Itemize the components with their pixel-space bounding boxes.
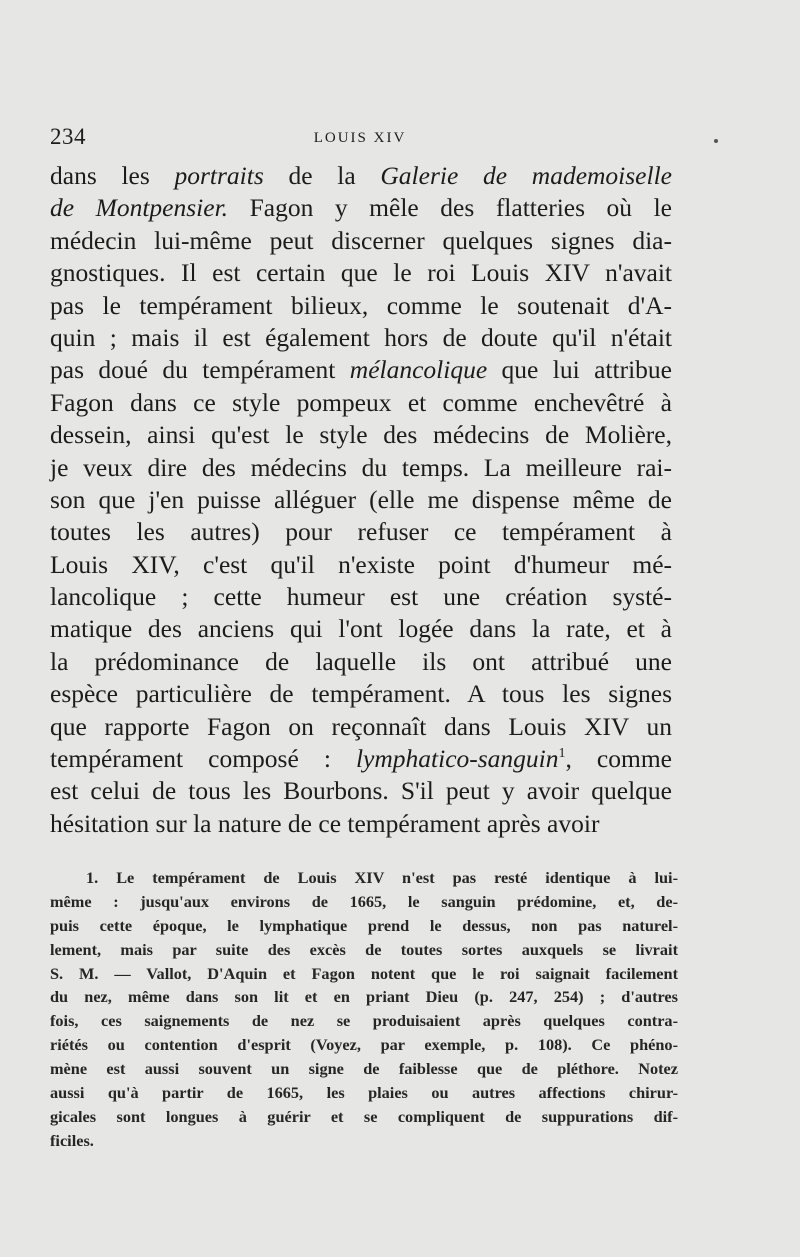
text-line xyxy=(50,354,672,386)
text-run: est celui de tous les Bourbons. S'il peut y avoir quelque xyxy=(50,776,672,806)
footnote-line: lement, mais par suite des excès de toutes sortes auxquels se livrait xyxy=(50,939,678,959)
text-run: médecin lui-même peut discerner quelques signes dia- xyxy=(50,225,672,255)
text-run: Fagon dans ce style pompeux et comme enchevêtré à xyxy=(50,387,672,417)
text-run: la prédominance de laquelle ils ont attribué une xyxy=(50,646,672,676)
text-run: son que j'en puisse alléguer (elle me dispense même de xyxy=(50,484,672,514)
print-speck xyxy=(714,139,718,143)
text-line xyxy=(50,646,672,678)
text-run: pas le tempérament bilieux, comme le soutenait d'A- xyxy=(50,290,672,320)
text-line xyxy=(50,225,672,257)
text-run: hésitation sur la nature de ce tempérament après avoir xyxy=(50,808,600,838)
footnote-line: gicales sont longues à guérir et se compliquent de suppurations dif- xyxy=(50,1106,678,1126)
page-header xyxy=(50,124,670,154)
text-line xyxy=(50,257,672,289)
footnote-line: aussi qu'à partir de 1665, les plaies ou autres affections chirur- xyxy=(50,1083,678,1103)
text-run: , comme xyxy=(565,744,672,774)
text-line xyxy=(50,452,672,484)
text-run: toutes les autres) pour refuser ce tempérament à xyxy=(50,517,672,547)
text-line xyxy=(50,678,672,710)
text-line xyxy=(50,419,672,451)
text-line xyxy=(50,743,672,775)
footnote-line: mène est aussi souvent un signe de faiblesse que de pléthore. Notez xyxy=(50,1059,678,1079)
text-line xyxy=(50,322,672,354)
footnote-line: S. M. — Vallot, D'Aquin et Fagon notent que le roi saignait facilement xyxy=(50,963,678,983)
italic-text: lymphatico-sanguin xyxy=(355,744,559,774)
text-line xyxy=(50,484,672,516)
text-run: matique des anciens qui l'ont logée dans la rate, et à xyxy=(50,614,672,644)
text-run: dessein, ainsi qu'est le style des médecins de Molière, xyxy=(50,420,672,450)
text-run: je veux dire des médecins du temps. La meilleure rai- xyxy=(50,452,672,482)
text-line xyxy=(50,549,672,581)
text-line xyxy=(50,192,672,224)
text-run: dans les xyxy=(50,161,175,190)
footnote-marker[interactable]: 1 xyxy=(558,746,566,762)
footnote-line: riétés ou contention d'esprit (Voyez, par exemple, p. 108). Ce phéno- xyxy=(50,1035,678,1055)
text-line xyxy=(50,516,672,548)
footnote-line: même : jusqu'aux environs de 1665, le sanguin prédomine, et, de- xyxy=(50,891,678,911)
text-run: que rapporte Fagon on reçonnaît dans Louis XIV un xyxy=(50,711,672,741)
text-run: que lui attribue xyxy=(487,355,672,385)
text-run: gnostiques. Il est certain que le roi Louis XIV n'avait xyxy=(50,258,672,288)
text-run: Fagon y mêle des flatteries où le xyxy=(228,193,672,223)
italic-text: mélancolique xyxy=(349,355,488,385)
text-line xyxy=(50,387,672,419)
text-run: lancolique ; cette humeur est une création systé- xyxy=(50,582,672,612)
text-line xyxy=(50,711,672,743)
text-run: pas doué du tempérament xyxy=(50,355,350,385)
text-run: quin ; mais il est également hors de doute qu'il n'était xyxy=(50,322,672,352)
text-line xyxy=(50,160,672,192)
footnote-line: du nez, même dans son lit et en priant Dieu (p. 247, 254) ; d'autres xyxy=(50,987,678,1007)
text-line xyxy=(50,808,672,840)
text-run: Louis XIV, c'est qu'il n'existe point d'humeur mé- xyxy=(50,549,672,579)
footnote-line: fois, ces saignements de nez se produisaient après quelques contra- xyxy=(50,1011,678,1031)
main-text xyxy=(50,160,672,840)
text-line xyxy=(50,613,672,645)
text-run: tempérament composé : xyxy=(50,744,356,774)
page-number: 234 xyxy=(50,124,86,149)
running-head: LOUIS XIV xyxy=(313,130,407,146)
footnote-line: puis cette époque, le lymphatique prend le dessus, non pas naturel- xyxy=(50,915,678,935)
italic-text: de Montpensier. xyxy=(50,193,229,223)
text-line xyxy=(50,775,672,807)
italic-text: Galerie de mademoiselle xyxy=(380,161,672,190)
text-line xyxy=(50,290,672,322)
footnote xyxy=(50,866,678,1153)
text-line xyxy=(50,581,672,613)
text-run: espèce particulière de tempérament. A tous les signes xyxy=(50,679,672,709)
footnote-line: ficiles. xyxy=(50,1130,94,1150)
footnote-line: 1. Le tempérament de Louis XIV n'est pas resté identique à lui- xyxy=(86,868,678,887)
italic-text: portraits xyxy=(174,161,264,190)
text-run: de la xyxy=(263,161,381,190)
